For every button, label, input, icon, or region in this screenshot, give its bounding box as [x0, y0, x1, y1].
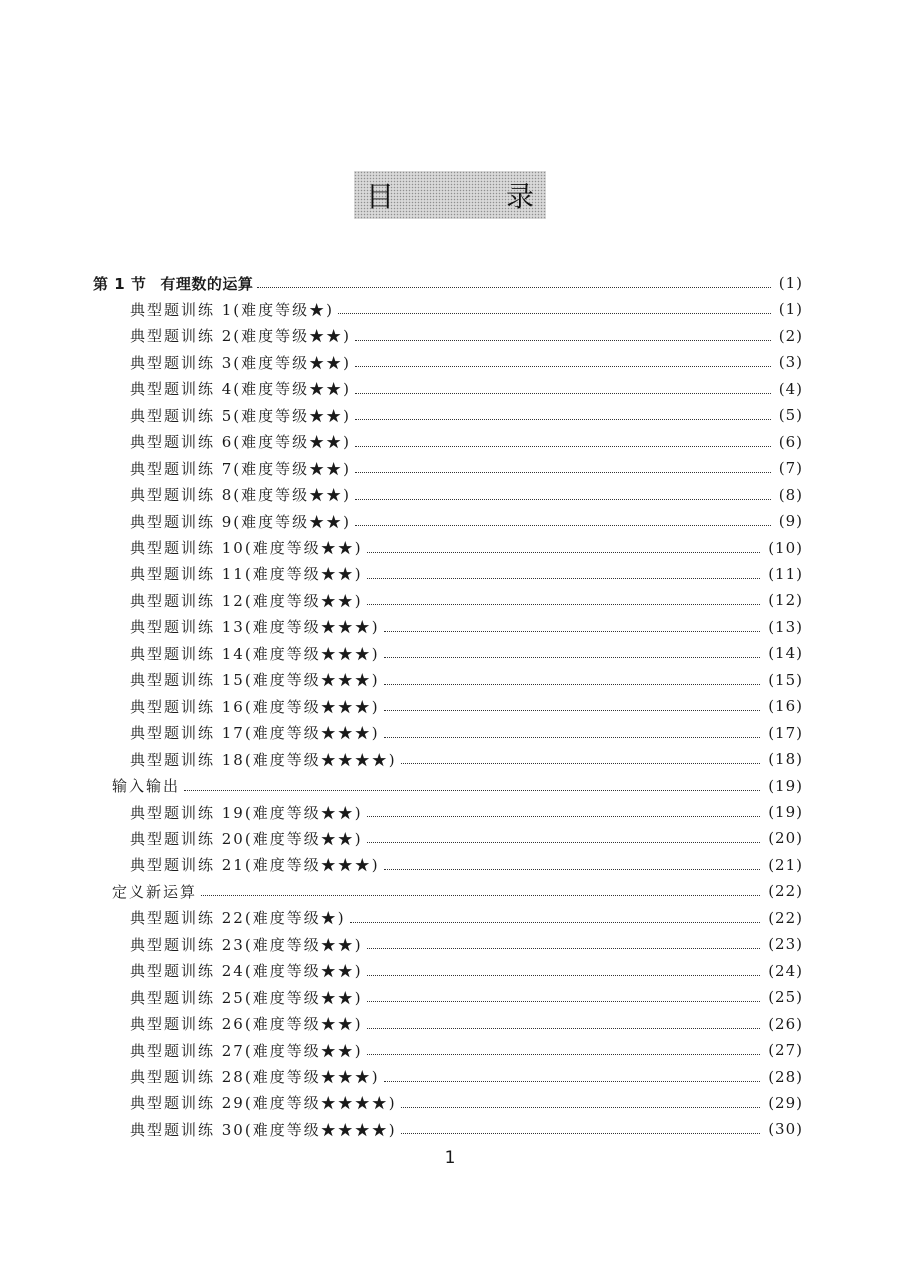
toc-entry-row[interactable]	[130, 1011, 803, 1037]
entry-label: 典型题训练 28(难度等级★★★)	[130, 1068, 380, 1086]
entry-page: (21)	[768, 855, 803, 874]
dot-leader	[201, 894, 760, 896]
toc-entry-row[interactable]	[130, 296, 803, 322]
toc-entry-row[interactable]	[130, 799, 803, 825]
dot-leader	[367, 947, 761, 949]
toc-entry-row[interactable]	[130, 1037, 803, 1063]
entry-label: 典型题训练 25(难度等级★★)	[130, 988, 363, 1007]
dot-leader	[355, 471, 771, 473]
entry-label: 典型题训练 5(难度等级★★)	[130, 406, 352, 425]
toc-title-box	[354, 171, 576, 219]
entry-page: (13)	[768, 617, 803, 636]
dot-leader	[355, 339, 771, 341]
entry-page: (28)	[768, 1067, 803, 1086]
entry-page: (20)	[768, 829, 803, 848]
entry-page: (14)	[768, 644, 803, 663]
entry-page: (8)	[778, 485, 803, 504]
entry-label: 典型题训练 12(难度等级★★)	[130, 591, 363, 610]
toc-entry-row[interactable]	[130, 323, 803, 349]
entry-label: 典型题训练 29(难度等级★★★★)	[130, 1094, 397, 1113]
entry-label: 典型题训练 2(难度等级★★)	[130, 327, 352, 346]
entry-label: 典型题训练 3(难度等级★★)	[130, 353, 352, 372]
toc-entry-row[interactable]	[130, 825, 803, 851]
entry-label: 典型题训练 1(难度等级★)	[130, 300, 335, 319]
entry-label: 典型题训练 8(难度等级★★)	[130, 486, 352, 505]
toc-entry-row[interactable]	[130, 746, 803, 772]
dot-leader	[367, 815, 761, 817]
entry-page: (11)	[768, 564, 803, 583]
dot-leader	[384, 630, 761, 632]
toc-entry-row[interactable]	[130, 905, 803, 931]
dot-leader	[257, 286, 770, 288]
entry-label: 典型题训练 15(难度等级★★★)	[130, 671, 380, 690]
toc-entry-row[interactable]	[130, 640, 803, 666]
dot-leader	[384, 868, 761, 870]
dot-leader	[184, 789, 760, 791]
toc-subheading-row[interactable]	[112, 773, 803, 799]
entry-label: 典型题训练 10(难度等级★★)	[130, 539, 363, 557]
entry-label: 典型题训练 27(难度等级★★)	[130, 1041, 363, 1060]
toc-entry-row[interactable]	[130, 1116, 803, 1142]
toc-entry-row[interactable]	[130, 984, 803, 1010]
dot-leader	[401, 762, 761, 764]
toc-entry-row[interactable]	[130, 455, 803, 481]
dot-leader	[355, 524, 771, 526]
dot-leader	[367, 577, 761, 579]
toc-entry-row[interactable]	[130, 482, 803, 508]
dot-leader	[384, 656, 761, 658]
entry-page: (16)	[768, 697, 803, 716]
dot-leader	[367, 841, 761, 843]
dot-leader	[384, 1080, 761, 1082]
entry-page: (12)	[768, 591, 803, 610]
dot-leader	[367, 1000, 761, 1002]
dot-leader	[367, 1053, 761, 1055]
toc-entry-row[interactable]	[130, 614, 803, 640]
entry-label: 典型题训练 7(难度等级★★)	[130, 459, 352, 478]
entry-label: 典型题训练 14(难度等级★★★)	[130, 644, 380, 663]
subheading-label: 定义新运算	[112, 882, 198, 901]
toc-entry-row[interactable]	[130, 1064, 803, 1090]
toc-entry-row[interactable]	[130, 1090, 803, 1116]
entry-page: (10)	[768, 538, 803, 557]
entry-label: 典型题训练 9(难度等级★★)	[130, 512, 352, 531]
entry-page: (6)	[778, 432, 803, 451]
dot-leader	[401, 1132, 761, 1134]
entry-page: (3)	[778, 353, 803, 372]
section-number: 第 1 节	[93, 274, 147, 293]
page-number: 1	[444, 1148, 456, 1168]
entry-label: 典型题训练 4(难度等级★★)	[130, 380, 352, 399]
entry-page: (22)	[768, 882, 803, 901]
entry-label: 典型题训练 21(难度等级★★★)	[130, 856, 380, 875]
entry-page: (27)	[768, 1041, 803, 1060]
entry-page: (19)	[768, 803, 803, 821]
entry-page: (29)	[768, 1093, 803, 1112]
toc-entry-row[interactable]	[130, 931, 803, 957]
toc-entry-row[interactable]	[130, 508, 803, 534]
toc-entry-row[interactable]	[130, 693, 803, 719]
entry-page: (22)	[768, 908, 803, 927]
entry-label: 典型题训练 20(难度等级★★)	[130, 829, 363, 848]
dot-leader	[355, 445, 771, 447]
entry-label: 典型题训练 16(难度等级★★★)	[130, 697, 380, 716]
toc-entry-row[interactable]	[130, 667, 803, 693]
dot-leader	[384, 736, 761, 738]
entry-label: 典型题训练 23(难度等级★★)	[130, 935, 363, 954]
entry-page: (2)	[778, 326, 803, 345]
toc-entry-row[interactable]	[130, 587, 803, 613]
entry-label: 典型题训练 18(难度等级★★★★)	[130, 750, 397, 769]
entry-label: 典型题训练 6(难度等级★★)	[130, 433, 352, 452]
entry-page: (15)	[768, 670, 803, 689]
entry-page: (18)	[768, 750, 803, 769]
dot-leader	[401, 1106, 761, 1108]
entry-page: (25)	[768, 988, 803, 1007]
toc-entry-row[interactable]	[130, 535, 803, 561]
toc-entry-row[interactable]	[130, 376, 803, 402]
dot-leader	[384, 709, 761, 711]
dot-leader	[355, 392, 771, 394]
dot-leader	[367, 551, 761, 553]
entry-page: (9)	[778, 512, 803, 531]
toc-title: 目 录	[365, 180, 576, 213]
section-label	[93, 273, 253, 294]
dot-leader	[367, 603, 761, 605]
entry-label: 典型题训练 30(难度等级★★★★)	[130, 1120, 397, 1139]
dot-leader	[384, 683, 761, 685]
entry-page: (17)	[768, 723, 803, 742]
entry-page: (7)	[778, 459, 803, 478]
toc-entry-row[interactable]	[130, 561, 803, 587]
entry-label: 典型题训练 13(难度等级★★★)	[130, 618, 380, 637]
section-title: 有理数的运算	[160, 274, 254, 293]
toc-entry-row[interactable]	[130, 720, 803, 746]
entry-page: (1)	[778, 300, 803, 319]
toc-entry-row[interactable]	[130, 429, 803, 455]
entry-label: 典型题训练 26(难度等级★★)	[130, 1015, 363, 1034]
dot-leader	[367, 974, 761, 976]
entry-page: (30)	[768, 1120, 803, 1139]
subheading-label: 输入输出	[112, 777, 181, 796]
dot-leader	[355, 418, 771, 420]
dot-leader	[355, 498, 771, 500]
entry-page: (4)	[778, 379, 803, 398]
dot-leader	[338, 312, 771, 314]
entry-label: 典型题训练 19(难度等级★★)	[130, 803, 363, 822]
dot-leader	[367, 1027, 761, 1029]
dot-leader	[350, 921, 761, 923]
entry-label: 典型题训练 17(难度等级★★★)	[130, 724, 380, 743]
entry-label: 典型题训练 24(难度等级★★)	[130, 962, 363, 981]
toc-entry-row[interactable]	[130, 349, 803, 375]
toc-subheading-row[interactable]	[112, 878, 803, 904]
toc-section-row[interactable]	[93, 270, 803, 296]
toc-entry-row[interactable]	[130, 852, 803, 878]
toc-entry-row[interactable]	[130, 958, 803, 984]
section-page: (1)	[778, 274, 803, 292]
entry-label: 典型题训练 11(难度等级★★)	[130, 565, 363, 584]
toc-entry-row[interactable]	[130, 402, 803, 428]
entry-page: (19)	[768, 776, 803, 795]
entry-page: (24)	[768, 961, 803, 980]
entry-page: (26)	[768, 1014, 803, 1033]
entry-page: (23)	[768, 935, 803, 954]
entry-page: (5)	[778, 406, 803, 425]
dot-leader	[355, 365, 771, 367]
entry-label: 典型题训练 22(难度等级★)	[130, 909, 346, 928]
